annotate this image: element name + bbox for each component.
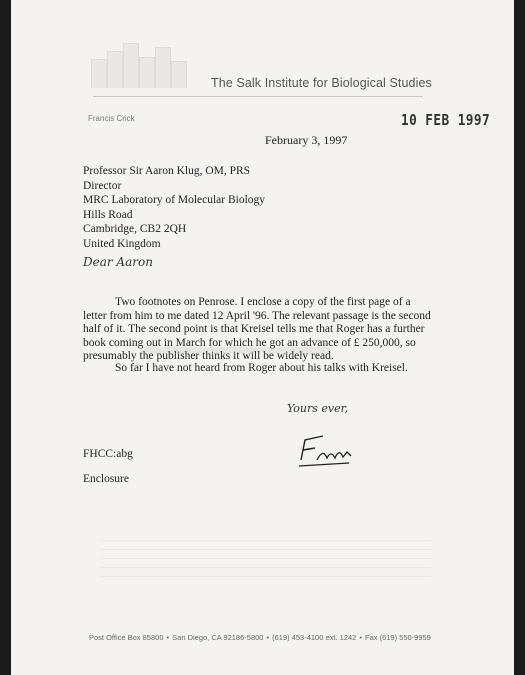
sender-name: Francis Crick: [88, 114, 135, 123]
address-line: Professor Sir Aaron Klug, OM, PRS: [83, 165, 251, 177]
footer-fax: Fax (619) 550-9959: [364, 633, 431, 642]
address-line: Cambridge, CB2 2QH: [83, 223, 187, 235]
address-line: Director: [83, 179, 122, 192]
body-paragraph: So far I have not heard from Roger about his talks with Kreisel.: [115, 362, 408, 374]
header-divider: [93, 96, 423, 97]
letterhead-footer: Post Office Box 85800 • San Diego, CA 92186-5800 • (619) 453-4100 ext. 1242 • Fax (619) 550-9959: [89, 633, 431, 642]
footer-po-box: Post Office Box 85800: [89, 633, 164, 642]
handwritten-salutation: Dear Aaron: [83, 255, 153, 269]
body-paragraph: Two footnotes on Penrose. I enclose a copy of the first page of a letter from him to me dated 12 April '96. The relevant passage is the second half of it. The second point is that Kreisel tells me that Roger has a further book coming out in March for which he got an advance of £ 250,000, so presumably the publisher thinks it will be widely read.: [83, 296, 431, 362]
signature: [293, 430, 363, 470]
received-stamp: 10 FEB 1997: [401, 111, 491, 129]
reference-initials: FHCC:abg: [83, 448, 133, 460]
bleed-through-text: [101, 540, 431, 588]
recipient-address: [83, 164, 265, 251]
footer-phone: (619) 453-4100 ext. 1242: [272, 633, 357, 642]
salk-logo: [91, 38, 211, 88]
letter-date: February 3, 1997: [265, 133, 348, 147]
institute-name: The Salk Institute for Biological Studies: [211, 76, 432, 90]
letter-page: [11, 0, 514, 675]
address-line: United Kingdom: [83, 237, 161, 250]
enclosure-note: Enclosure: [83, 473, 129, 485]
footer-city: San Diego, CA 92186-5800: [172, 633, 264, 642]
handwritten-closing: Yours ever,: [287, 402, 349, 415]
address-line: MRC Laboratory of Molecular Biology: [83, 194, 266, 206]
address-line: Hills Road: [83, 208, 133, 221]
